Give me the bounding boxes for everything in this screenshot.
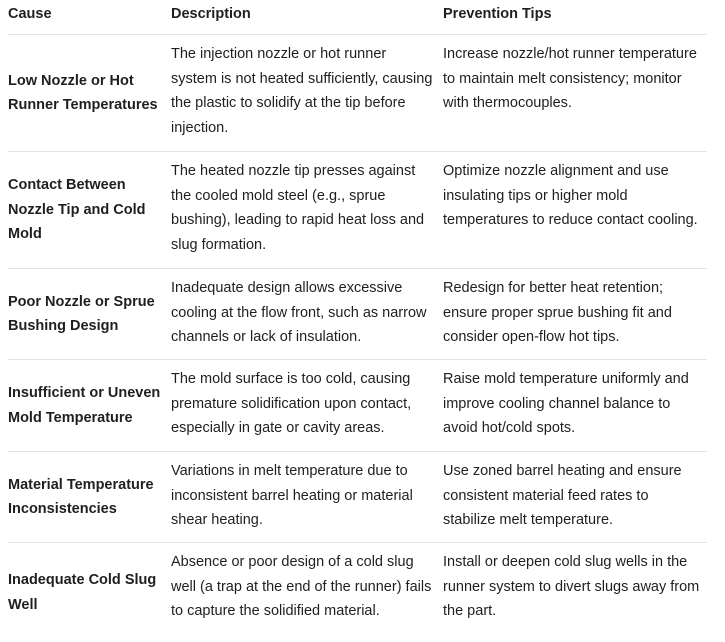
table-header — [8, 0, 707, 35]
cause-cell: Low Nozzle or Hot Runner Temperatures — [8, 72, 158, 113]
description-cell: The mold surface is too cold, causing premature solidification upon contact, especially in gate or cavity areas. — [171, 371, 412, 436]
cause-cell: Contact Between Nozzle Tip and Cold Mold — [8, 177, 146, 243]
description-cell: Inadequate design allows excessive cooling at the flow front, such as narrow channels or lack of insulation. — [171, 280, 427, 345]
prevention-cell: Increase nozzle/hot runner temperature to maintain melt consistency; monitor with thermocouples. — [443, 46, 697, 111]
description-cell: The heated nozzle tip presses against the cooled mold steel (e.g., sprue bushing), leading to rapid heat loss and slug formation. — [171, 163, 425, 253]
table-row — [8, 152, 707, 269]
cause-cell: Inadequate Cold Slug Well — [8, 572, 157, 613]
table-row — [8, 35, 707, 152]
header-cause: Cause — [8, 6, 52, 22]
description-cell: Variations in melt temperature due to inconsistent barrel heating or material shear heating. — [171, 463, 413, 528]
header-description: Description — [171, 6, 251, 22]
table-row — [8, 543, 707, 642]
cause-cell: Material Temperature Inconsistencies — [8, 476, 154, 517]
prevention-cell: Use zoned barrel heating and ensure consistent material feed rates to stabilize melt temperature. — [443, 463, 682, 528]
table-row — [8, 360, 707, 452]
cause-cell: Poor Nozzle or Sprue Bushing Design — [8, 293, 155, 334]
causes-table — [8, 0, 707, 642]
description-cell: The injection nozzle or hot runner system is not heated sufficiently, causing the plastic to solidify at the tip before injection. — [171, 46, 433, 136]
table-row — [8, 452, 707, 543]
prevention-cell: Optimize nozzle alignment and use insulating tips or higher mold temperatures to reduce contact cooling. — [443, 163, 698, 228]
table-row — [8, 269, 707, 360]
cause-cell: Insufficient or Uneven Mold Temperature — [8, 385, 161, 426]
prevention-cell: Install or deepen cold slug wells in the runner system to divert slugs away from the part. — [443, 554, 700, 619]
prevention-cell: Raise mold temperature uniformly and improve cooling channel balance to avoid hot/cold spots. — [443, 371, 689, 436]
description-cell: Absence or poor design of a cold slug well (a trap at the end of the runner) fails to capture the solidified material. — [171, 554, 432, 619]
header-prevention-tips: Prevention Tips — [443, 6, 552, 22]
prevention-cell: Redesign for better heat retention; ensure proper sprue bushing fit and consider open-flow hot tips. — [443, 280, 672, 345]
